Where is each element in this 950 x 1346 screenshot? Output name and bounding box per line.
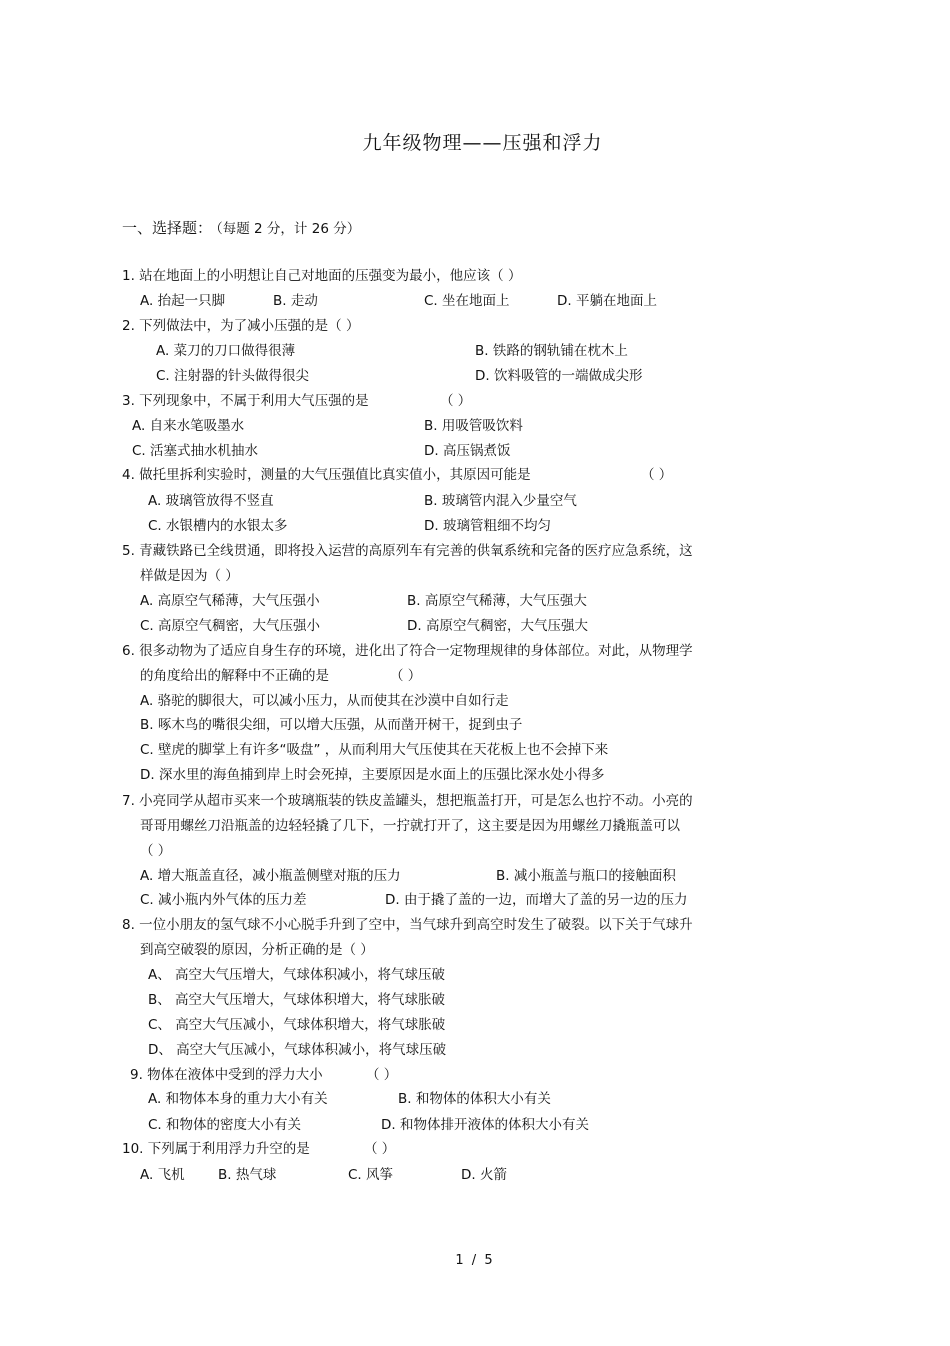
question-6-stem-1: 6. 很多动物为了适应自身生存的环境，进化出了符合一定物理规律的身体部位。对此，从物理学 [122,643,693,659]
q4-option-d: D. 玻璃管粗细不均匀 [424,518,551,534]
q1-option-b: B. 走动 [273,293,318,309]
page-number: 1 / 5 [455,1253,495,1268]
q9-option-a: A. 和物体本身的重力大小有关 [148,1091,328,1107]
section-points: （每题 2 分，计 26 分） [216,221,361,237]
question-4-stem: 4. 做托里拆利实验时，测量的大气压强值比真实值小，其原因可能是 [122,467,531,483]
q10-option-c: C. 风筝 [348,1167,394,1183]
q4-option-c: C. 水银槽内的水银太多 [148,518,288,534]
question-10-stem: 10. 下列属于利用浮力升空的是 [122,1141,310,1157]
q9-option-b: B. 和物体的体积大小有关 [398,1091,551,1107]
section-heading [122,217,360,238]
question-3-stem: 3. 下列现象中，不属于利用大气压强的是 [122,393,369,409]
q7-option-b: B. 减小瓶盖与瓶口的接触面积 [496,868,676,884]
q3-option-d: D. 高压锅煮饭 [424,443,511,459]
q1-option-d: D. 平躺在地面上 [557,293,657,309]
question-6-blank: （ ） [390,668,422,684]
q8-option-a: A、 高空大气压增大，气球体积减小，将气球压破 [148,967,446,983]
q4-option-a: A. 玻璃管放得不竖直 [148,493,274,509]
question-9-stem: 9. 物体在液体中受到的浮力大小 [130,1067,323,1083]
q2-option-a: A. 菜刀的刀口做得很薄 [156,343,296,359]
question-5-stem-2: 样做是因为（ ） [140,568,239,584]
q8-option-b: B、 高空大气压增大，气球体积增大，将气球胀破 [148,992,446,1008]
section-heading-text: 一、选择题： [122,219,213,237]
q2-option-b: B. 铁路的钢轨铺在枕木上 [475,343,628,359]
q3-option-c: C. 活塞式抽水机抽水 [132,443,259,459]
page-title: 九年级物理——压强和浮力 [362,132,603,154]
q3-option-a: A. 自来水笔吸墨水 [132,418,245,434]
q7-option-a: A. 增大瓶盖直径，减小瓶盖侧壁对瓶的压力 [140,868,401,884]
q5-option-a: A. 高原空气稀薄，大气压强小 [140,593,320,609]
q3-option-b: B. 用吸管吸饮料 [424,418,523,434]
q1-option-a: A. 抬起一只脚 [140,293,226,309]
q9-option-d: D. 和物体排开液体的体积大小有关 [381,1117,589,1133]
q10-option-d: D. 火箭 [461,1167,507,1183]
q5-option-c: C. 高原空气稠密，大气压强小 [140,618,321,634]
q2-option-d: D. 饮料吸管的一端做成尖形 [475,368,643,384]
q1-option-c: C. 坐在地面上 [424,293,510,309]
q7-option-d: D. 由于撬了盖的一边，而增大了盖的另一边的压力 [385,892,688,908]
q6-option-a: A. 骆驼的脚很大，可以减小压力，从而使其在沙漠中自如行走 [140,693,509,709]
question-10-blank: （ ） [364,1141,396,1157]
q9-option-c: C. 和物体的密度大小有关 [148,1117,302,1133]
question-6-stem-2: 的角度给出的解释中不正确的是 [140,668,329,684]
q8-option-d: D、 高空大气压减小，气球体积减小，将气球压破 [148,1042,447,1058]
question-7-stem-2: 哥哥用螺丝刀沿瓶盖的边轻轻撬了几下，一拧就打开了，这主要是因为用螺丝刀撬瓶盖可以 [140,818,680,834]
question-9-blank: （ ） [366,1067,398,1083]
q2-option-c: C. 注射器的针头做得很尖 [156,368,310,384]
q8-option-c: C、 高空大气压减小，气球体积增大，将气球胀破 [148,1017,446,1033]
q10-option-a: A. 飞机 [140,1167,185,1183]
q6-option-d: D. 深水里的海鱼捕到岸上时会死掉，主要原因是水面上的压强比深水处小得多 [140,767,605,783]
question-4-blank: （ ） [641,467,673,483]
question-7-blank: （ ） [140,843,172,859]
question-2-stem: 2. 下列做法中，为了减小压强的是（ ） [122,318,360,334]
question-8-stem-2: 到高空破裂的原因，分析正确的是（ ） [140,942,374,958]
question-8-stem-1: 8. 一位小朋友的氢气球不小心脱手升到了空中，当气球升到高空时发生了破裂。以下关于气球升 [122,917,693,933]
q6-option-b: B. 啄木鸟的嘴很尖细，可以增大压强，从而凿开树干，捉到虫子 [140,717,523,733]
q7-option-c: C. 减小瓶内外气体的压力差 [140,892,307,908]
question-5-stem-1: 5. 青藏铁路已全线贯通，即将投入运营的高原列车有完善的供氧系统和完备的医疗应急系统，这 [122,543,693,559]
question-1-stem: 1. 站在地面上的小明想让自己对地面的压强变为最小，他应该（ ） [122,268,522,284]
question-7-stem-1: 7. 小亮同学从超市买来一个玻璃瓶装的铁皮盖罐头，想把瓶盖打开，可是怎么也拧不动。小亮的 [122,793,693,809]
q4-option-b: B. 玻璃管内混入少量空气 [424,493,577,509]
q10-option-b: B. 热气球 [218,1167,277,1183]
question-3-blank: （ ） [440,393,472,409]
q5-option-b: B. 高原空气稀薄，大气压强大 [407,593,587,609]
q5-option-d: D. 高原空气稠密，大气压强大 [407,618,588,634]
q6-option-c: C. 壁虎的脚掌上有许多“吸盘” ，从而利用大气压使其在天花板上也不会掉下来 [140,742,609,758]
